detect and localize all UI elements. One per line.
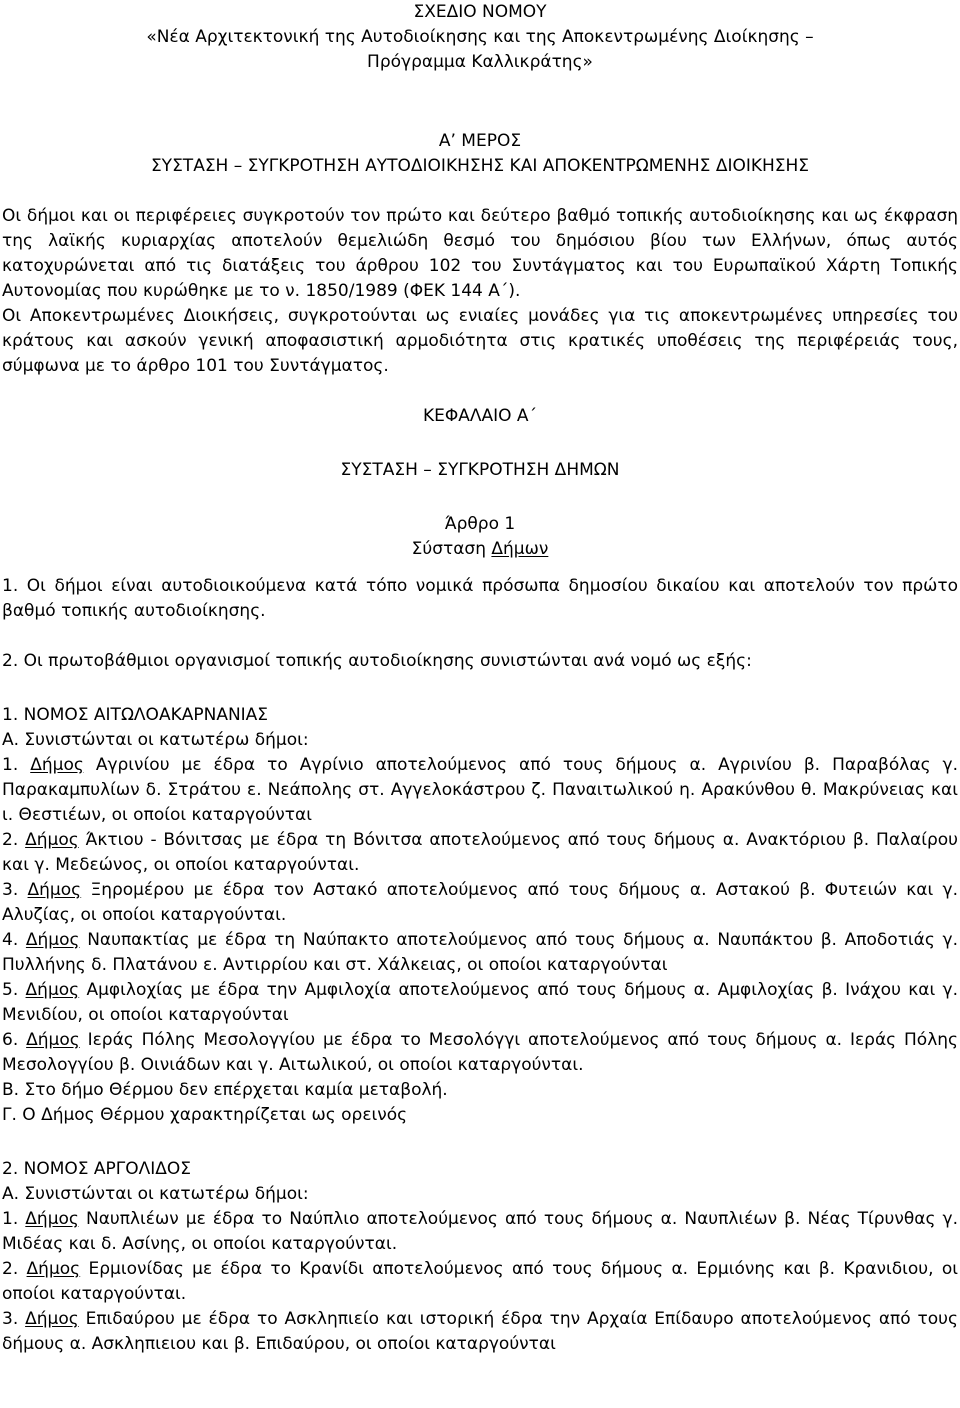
section-b-label: Β. Στο δήμο Θέρμου δεν επέρχεται καμία μεταβολή. (2, 1080, 448, 1100)
chapter-label: ΚΕΦΑΛΑΙΟ Α΄ (422, 406, 538, 426)
article-number: Άρθρο 1 (444, 514, 516, 534)
list-item: 3. Δήμος Επιδαύρου με έδρα το Ασκληπιείο και ιστορική έδρα την Αρχαία Επίδαυρο αποτελούμενος από τους δήμους α. Ασκληπιειου και β. Επιδαύρου, οι οποίοι καταργούνται (2, 1309, 958, 1354)
list-item: 1. Δήμος Αγρινίου με έδρα το Αγρίνιο αποτελούμενος από τους δήμους α. Αγρινίου β. Παραβόλας γ. Παρακαμπυλίων δ. Στράτου ε. Νεάπολης στ. Αγγελοκάστρου ζ. Παναιτωλικού η. Αρακύνθου θ. Μακρύνειας και ι. Θεστιέων, οι οποίοι καταργούνται (2, 755, 959, 825)
doc-subtitle-line2: Πρόγραμμα Καλλικράτης» (367, 52, 593, 72)
chapter-title: ΣΥΣΤΑΣΗ – ΣΥΓΚΡΟΤΗΣΗ ΔΗΜΩΝ (340, 460, 620, 480)
list-item: 5. Δήμος Αμφιλοχίας με έδρα την Αμφιλοχία αποτελούμενος από τους δήμους α. Αμφιλοχίας β. Ινάχου και γ. Μενιδίου, οι οποίοι καταργούνται (2, 980, 958, 1025)
prefecture-heading: 2. ΝΟΜΟΣ ΑΡΓΟΛΙΔΟΣ (2, 1159, 192, 1179)
intro-paragraph-1: Οι δήμοι και οι περιφέρειες συγκροτούν τον πρώτο και δεύτερο βαθμό τοπικής αυτοδιοίκησης και ως έκφραση της λαϊκής κυριαρχίας αποτελούν θεμελιώδη θεσμό του δημόσιου βίου των Ελλήνων, όπως αυτός κατοχυρώνεται από τις διατάξεις του άρθρου 102 του Συντάγματος και του Ευρωπαϊκού Χάρτη Τοπικής Αυτονομίας που κυρώθηκε με το ν. 1850/1989 (ΦΕΚ 144 Α΄). (2, 206, 958, 301)
article-title-prefix: Σύσταση (411, 539, 492, 559)
section-a-label: Α. Συνιστώνται οι κατωτέρω δήμοι: (2, 1184, 309, 1204)
article-paragraph-1: 1. Οι δήμοι είναι αυτοδιοικούμενα κατά τόπο νομικά πρόσωπα δημοσίου δικαίου και αποτελούν τον πρώτο βαθμό τοπικής αυτοδιοίκησης. (2, 576, 958, 621)
list-item: 4. Δήμος Ναυπακτίας με έδρα τη Ναύπακτο αποτελούμενος από τους δήμους α. Ναυπάκτου β. Αποδοτιάς γ. Πυλλήνης δ. Πλατάνου ε. Αντιρρίου και στ. Χάλκειας, οι οποίοι καταργούνται (2, 930, 959, 975)
list-item: 2. Δήμος Ερμιονίδας με έδρα το Κρανίδι αποτελούμενος από τους δήμους α. Ερμιόνης και β. Κρανιδιου, οι οποίοι καταργούνται. (2, 1259, 958, 1304)
part-label: Α’ ΜΕΡΟΣ (438, 131, 522, 151)
list-item: 3. Δήμος Ξηρομέρου με έδρα τον Αστακό αποτελούμενος από τους δήμους α. Αστακού β. Φυτειών και γ. Αλυζίας, οι οποίοι καταργούνται. (2, 880, 958, 925)
list-item: 6. Δήμος Ιεράς Πόλης Μεσολογγίου με έδρα το Μεσολόγγι αποτελούμενος από τους δήμους α. Ιεράς Πόλης Μεσολογγίου β. Οινιάδων και γ. Αιτωλικού, οι οποίοι καταργούνται. (2, 1030, 959, 1075)
intro-paragraph-2: Οι Αποκεντρωμένες Διοικήσεις, συγκροτούνται ως ενιαίες μονάδες για τις αποκεντρωμένες υπηρεσίες του κράτους και ασκούν γενική αποφασιστική αρμοδιότητα στις κρατικές υποθέσεις της περιφέρειάς τους, σύμφωνα με το άρθρο 101 του Συντάγματος. (2, 306, 958, 376)
list-item: 1. Δήμος Ναυπλιέων με έδρα το Ναύπλιο αποτελούμενος από τους δήμους α. Ναυπλιέων β. Νέας Τίρυνθας γ. Μιδέας και δ. Ασίνης, οι οποίοι καταργούνται. (2, 1209, 959, 1254)
list-item: 2. Δήμος Άκτιου - Βόνιτσας με έδρα τη Βόνιτσα αποτελούμενος από τους δήμους α. Ανακτόριου β. Παλαίρου και γ. Μεδεώνος, οι οποίοι καταργούνται. (2, 830, 959, 875)
article-title (0, 537, 960, 562)
doc-subtitle-line1: «Νέα Αρχιτεκτονική της Αυτοδιοίκησης και της Αποκεντρωμένης Διοίκησης – (146, 27, 814, 47)
article-paragraph-2: 2. Οι πρωτοβάθμιοι οργανισμοί τοπικής αυτοδιοίκησης συνιστώνται ανά νομό ως εξής: (2, 651, 752, 671)
section-c-label: Γ. Ο Δήμος Θέρμου χαρακτηρίζεται ως ορεινός (2, 1105, 408, 1125)
article-title-underlined: Δήμων (491, 539, 549, 559)
doc-title: ΣΧΕΔΙΟ ΝΟΜΟΥ (413, 2, 547, 22)
prefecture-heading: 1. ΝΟΜΟΣ ΑΙΤΩΛΟΑΚΑΡΝΑΝΙΑΣ (2, 705, 269, 725)
part-title: ΣΥΣΤΑΣΗ – ΣΥΓΚΡΟΤΗΣΗ ΑΥΤΟΔΙΟΙΚΗΣΗΣ ΚΑΙ ΑΠΟΚΕΝΤΡΩΜΕΝΗΣ ΔΙΟΙΚΗΣΗΣ (150, 156, 810, 176)
section-a-label: Α. Συνιστώνται οι κατωτέρω δήμοι: (2, 730, 309, 750)
